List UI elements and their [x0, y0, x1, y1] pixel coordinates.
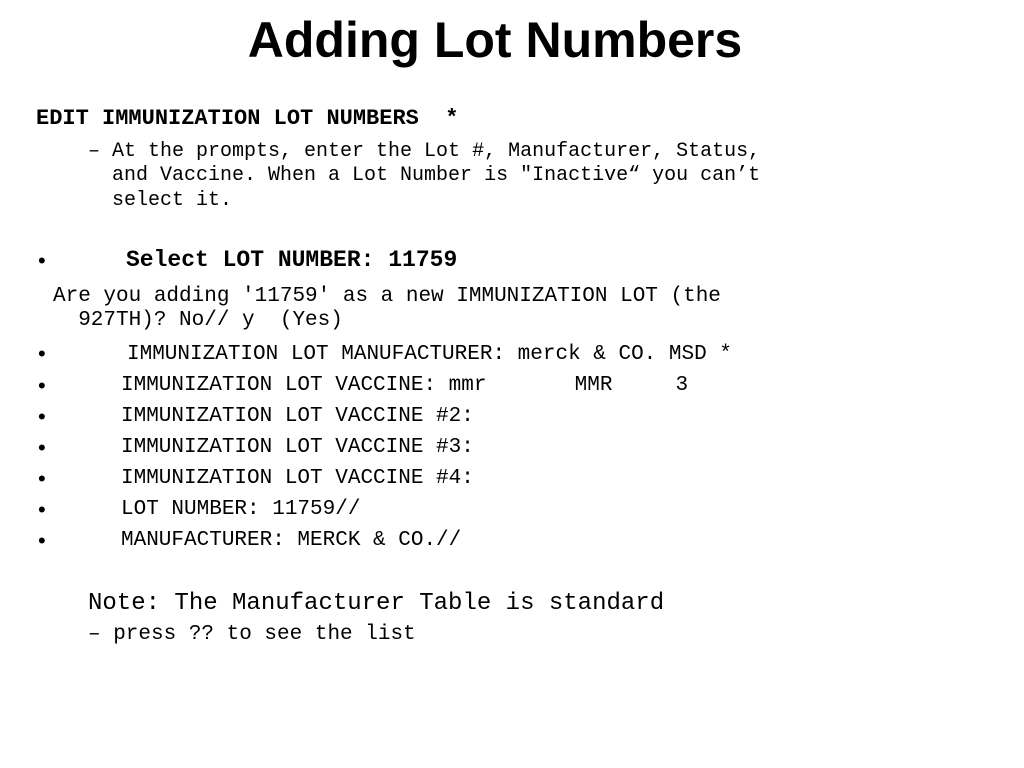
- bullet-marker: •: [38, 404, 46, 429]
- bullet-marker: •: [38, 435, 46, 460]
- note-text: Note: The Manufacturer Table is standard: [88, 590, 665, 617]
- field-vaccine-3: IMMUNIZATION LOT VACCINE #3:: [121, 436, 474, 459]
- field-lot-number: LOT NUMBER: 11759//: [121, 498, 361, 521]
- field-manufacturer-default: MANUFACTURER: MERCK & CO.//: [121, 529, 462, 552]
- instruction-line-3: select it.: [88, 189, 233, 212]
- confirm-line-1: Are you adding '11759' as a new IMMUNIZATION LOT (the: [53, 285, 721, 308]
- field-vaccine-2: IMMUNIZATION LOT VACCINE #2:: [121, 405, 474, 428]
- instruction-line-2: and Vaccine. When a Lot Number is "Inactive“ you can’t: [88, 164, 761, 187]
- bullet-marker: •: [38, 341, 46, 366]
- section-heading: EDIT IMMUNIZATION LOT NUMBERS *: [36, 106, 459, 131]
- bullet-marker: •: [38, 248, 46, 273]
- field-vaccine: IMMUNIZATION LOT VACCINE: mmr MMR 3: [121, 374, 689, 397]
- bullet-marker: •: [38, 528, 46, 553]
- field-vaccine-4: IMMUNIZATION LOT VACCINE #4:: [121, 467, 474, 490]
- note-subtext: – press ?? to see the list: [88, 623, 416, 646]
- bullet-marker: •: [38, 497, 46, 522]
- field-manufacturer: IMMUNIZATION LOT MANUFACTURER: merck & CO. MSD *: [127, 343, 732, 366]
- instruction-line-1: – At the prompts, enter the Lot #, Manufacturer, Status,: [88, 140, 761, 163]
- slide-title: Adding Lot Numbers: [247, 12, 743, 68]
- select-lot-prompt: Select LOT NUMBER: 11759: [126, 247, 458, 273]
- bullet-marker: •: [38, 466, 46, 491]
- bullet-marker: •: [38, 373, 46, 398]
- confirm-line-2: 927TH)? No// y (Yes): [53, 309, 343, 332]
